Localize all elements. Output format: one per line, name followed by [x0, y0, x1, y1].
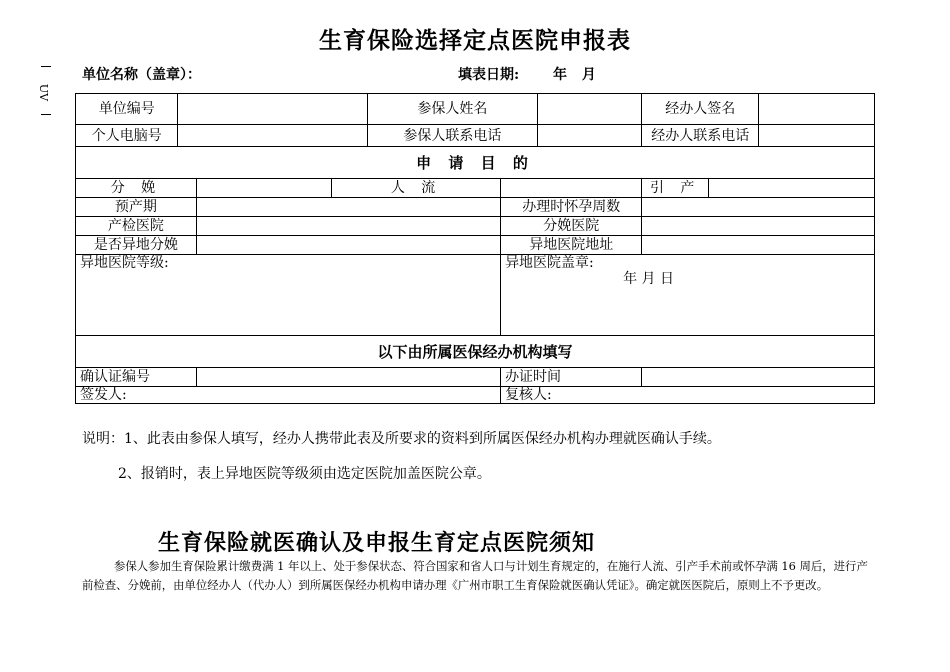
- insured-phone-field[interactable]: [537, 125, 641, 147]
- delivery-option-field[interactable]: [196, 179, 331, 198]
- margin-mark-text: UV: [37, 83, 51, 102]
- abortion-option-field[interactable]: [501, 179, 642, 198]
- handler-phone-label: 经办人联系电话: [642, 125, 759, 147]
- application-form-table: [75, 93, 875, 404]
- agency-section-header: 以下由所属医保经办机构填写: [76, 336, 875, 368]
- fill-date-year-month: [553, 64, 596, 84]
- note-2: 2、报销时，表上异地医院等级须由选定医院加盖医院公章。: [118, 466, 491, 482]
- cert-no-field[interactable]: [196, 368, 500, 387]
- delivery-hospital-label: 分娩医院: [501, 217, 642, 236]
- remote-delivery-field[interactable]: [196, 236, 500, 255]
- insured-name-field[interactable]: [537, 94, 641, 125]
- insured-name-label: 参保人姓名: [367, 94, 537, 125]
- delivery-hospital-field[interactable]: [642, 217, 875, 236]
- notice-paragraph: 参保人参加生育保险累计缴费满 1 年以上、处于参保状态、符合国家和省人口与计划生育规定的，在施行人流、引产手术前或怀孕满 16 周后，进行产前检查、分娩前，由单位经办人（代办人）到所属医保经办机构申请办理《广州市职工生育保险就医确认凭证》。确定就医医院后，原则上不予更改。: [82, 559, 868, 592]
- table-row: [76, 198, 875, 217]
- handler-sign-label: 经办人签名: [642, 94, 759, 125]
- unit-name-label: 单位名称（盖章）：: [82, 67, 201, 83]
- purpose-section-header: 申 请 目 的: [76, 147, 875, 179]
- remote-grade-label: 异地医院等级:: [80, 255, 169, 271]
- margin-dash-top: [41, 66, 51, 67]
- reviewer-label: 复核人:: [505, 387, 552, 403]
- table-row: [76, 147, 875, 179]
- issuer-label: 签发人:: [80, 387, 127, 403]
- table-row: [76, 336, 875, 368]
- handler-phone-field[interactable]: [759, 125, 875, 147]
- fill-date-year: 年: [553, 67, 567, 83]
- unit-no-field[interactable]: [178, 94, 367, 125]
- table-row: [76, 368, 875, 387]
- table-row: [76, 255, 875, 336]
- fill-date-label: 填表日期:: [458, 67, 520, 83]
- remote-address-field[interactable]: [642, 236, 875, 255]
- induced-option-field[interactable]: [709, 179, 875, 198]
- checkup-hospital-field[interactable]: [196, 217, 500, 236]
- table-row: [76, 217, 875, 236]
- delivery-option-label: 分 娩: [76, 179, 197, 198]
- notice-title: 生育保险就医确认及申报生育定点医院须知: [158, 530, 596, 556]
- table-row: [76, 125, 875, 147]
- checkup-hospital-label: 产检医院: [76, 217, 197, 236]
- remote-address-label: 异地医院地址: [501, 236, 642, 255]
- pc-no-label: 个人电脑号: [76, 125, 178, 147]
- pregnancy-weeks-label: 办理时怀孕周数: [501, 198, 642, 217]
- due-date-field[interactable]: [196, 198, 500, 217]
- handler-sign-field[interactable]: [759, 94, 875, 125]
- margin-mark: [36, 64, 54, 120]
- issuer-cell[interactable]: [76, 387, 501, 404]
- process-time-field[interactable]: [642, 368, 875, 387]
- abortion-option-label: 人 流: [332, 179, 501, 198]
- table-row: [76, 179, 875, 198]
- cert-no-label: 确认证编号: [76, 368, 197, 387]
- table-row: [76, 236, 875, 255]
- note-1: 说明：1、此表由参保人填写，经办人携带此表及所要求的资料到所属医保经办机构办理就医确认手续。: [82, 431, 721, 447]
- reviewer-cell[interactable]: [501, 387, 875, 404]
- pc-no-field[interactable]: [178, 125, 367, 147]
- remote-stamp-label: 异地医院盖章:: [505, 255, 594, 271]
- remote-stamp-cell[interactable]: [501, 255, 875, 336]
- insured-phone-label: 参保人联系电话: [367, 125, 537, 147]
- table-row: [76, 387, 875, 404]
- stamp-date: 年 月 日: [623, 271, 674, 287]
- unit-no-label: 单位编号: [76, 94, 178, 125]
- induced-option-label: 引 产: [642, 179, 709, 198]
- fill-date-month: 月: [581, 67, 596, 83]
- margin-dash-bottom: [41, 114, 51, 115]
- pregnancy-weeks-field[interactable]: [642, 198, 875, 217]
- table-row: [76, 94, 875, 125]
- process-time-label: 办证时间: [501, 368, 642, 387]
- remote-grade-cell[interactable]: [76, 255, 501, 336]
- form-title: 生育保险选择定点医院申报表: [319, 27, 631, 54]
- remote-delivery-label: 是否异地分娩: [76, 236, 197, 255]
- due-date-label: 预产期: [76, 198, 197, 217]
